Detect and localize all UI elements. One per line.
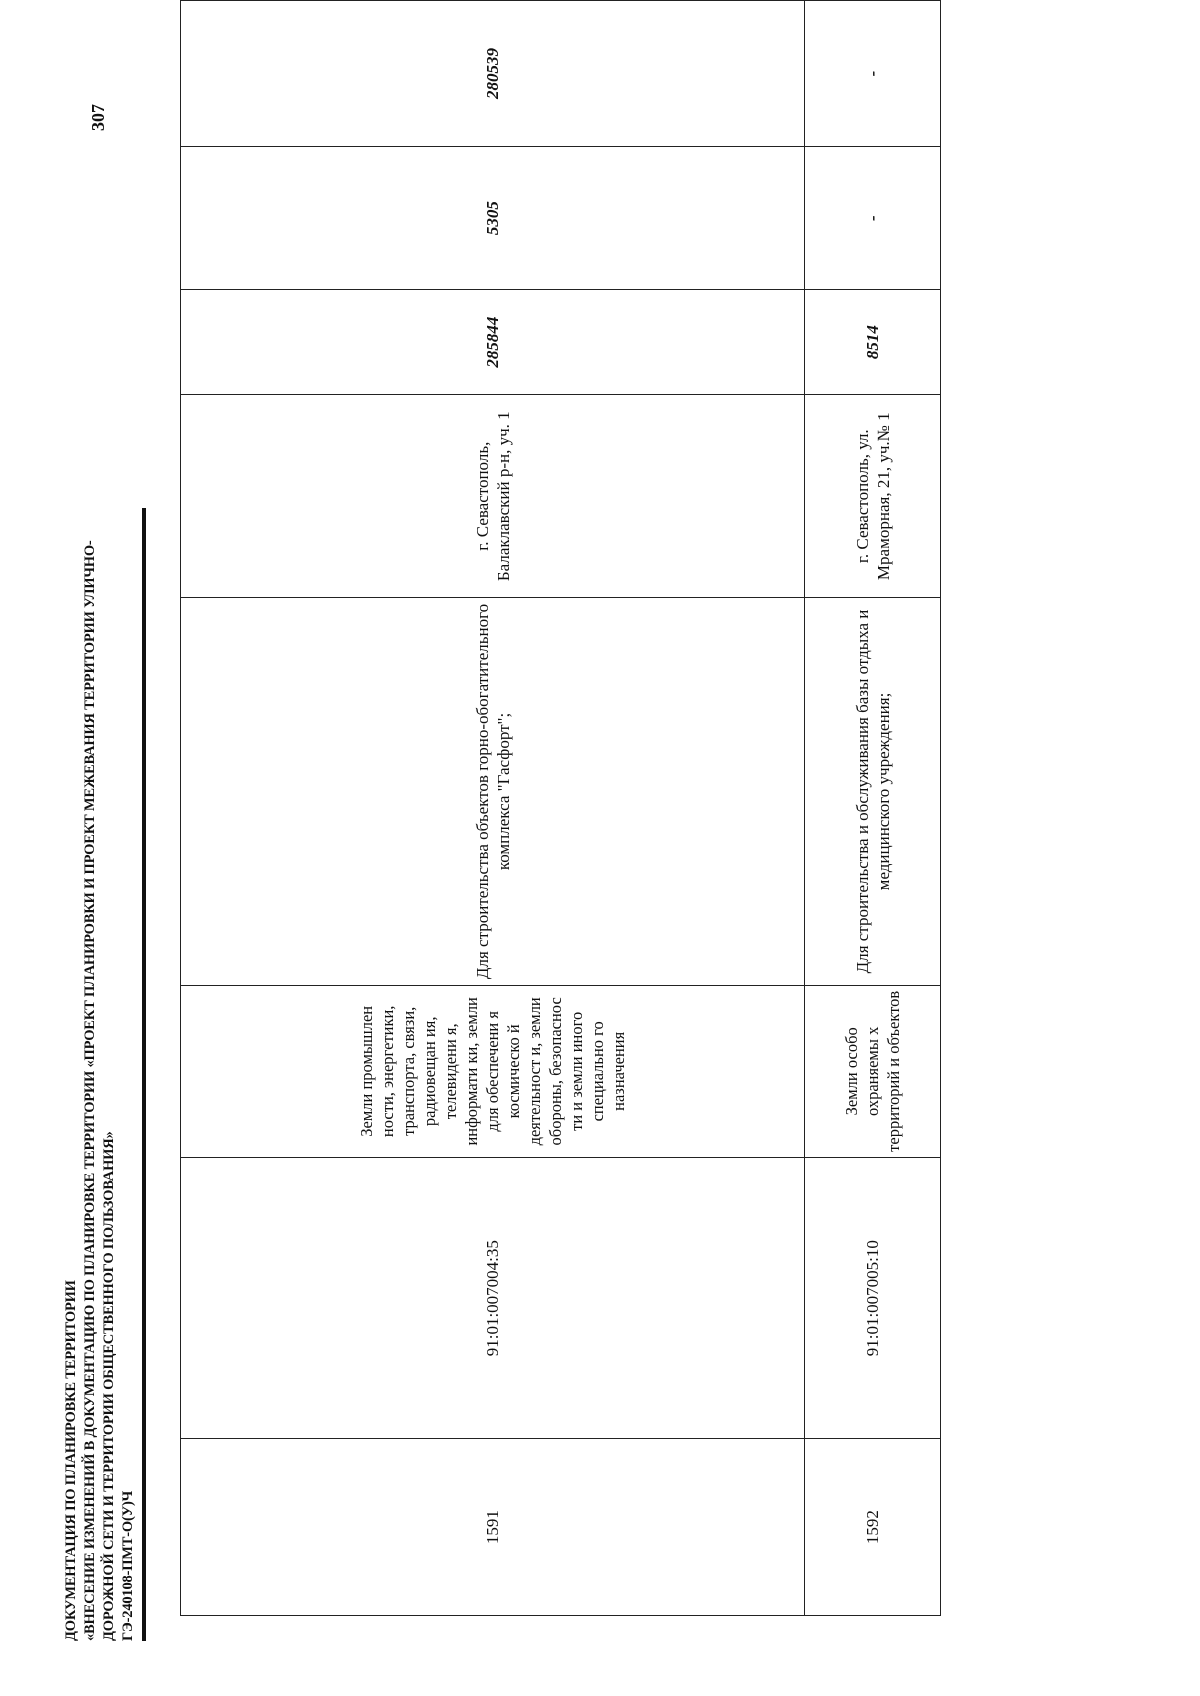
area-remaining: 280539 <box>181 1 805 147</box>
area-remaining: - <box>805 1 941 147</box>
address: г. Севастополь, ул. Мраморная, 21, уч.№ 1 <box>805 395 941 598</box>
header-line-2: «ВНЕСЕНИЕ ИЗМЕНЕНИЙ В ДОКУМЕНТАЦИЮ ПО ПЛАНИРОВКЕ ТЕРРИТОРИИ «ПРОЕКТ ПЛАНИРОВКИ И ПРОЕКТ МЕЖЕВАНИЯ ТЕРРИТОРИИ УЛИЧНО- <box>82 540 98 1641</box>
address: г. Севастополь, Балаклавский р-н, уч. 1 <box>181 395 805 598</box>
land-plots-table <box>180 0 941 1616</box>
header-divider <box>142 508 146 1641</box>
area-total: 8514 <box>805 290 941 395</box>
header-line-3: ДОРОЖНОЙ СЕТИ И ТЕРРИТОРИИ ОБЩЕСТВЕННОГО ПОЛЬЗОВАНИЯ» <box>101 1131 117 1641</box>
area-part: 5305 <box>181 147 805 290</box>
header-line-1: ДОКУМЕНТАЦИЯ ПО ПЛАНИРОВКЕ ТЕРРИТОРИИ <box>63 1280 79 1641</box>
header-line-4: ГЭ-240108-ПМТ-О(У)Ч <box>120 1490 136 1641</box>
area-part: - <box>805 147 941 290</box>
land-category: Земли промышлен ности, энергетики, транспорта, связи, радиовещан ия, телевидени я, информати ки, земли для обеспечени я космическо й деятельност и, земли обороны, безопаснос ти и земли иного специально го назначения <box>181 985 805 1158</box>
page-number: 307 <box>88 104 108 131</box>
row-number: 1592 <box>805 1439 941 1616</box>
row-number: 1591 <box>181 1439 805 1616</box>
area-total: 285844 <box>181 290 805 395</box>
table-row <box>805 1 941 1616</box>
cadastral-number: 91:01:007005:10 <box>805 1158 941 1439</box>
cadastral-number: 91:01:007004:35 <box>181 1158 805 1439</box>
permitted-use: Для строительства объектов горно-обогатительного комплекса "Гасфорт"; <box>181 598 805 985</box>
table-row <box>181 1 805 1616</box>
permitted-use: Для строительства и обслуживания базы отдыха и медицинского учреждения; <box>805 598 941 985</box>
land-category: Земли особо охраняемы х территорий и объектов <box>805 985 941 1158</box>
document-header <box>62 381 138 1641</box>
